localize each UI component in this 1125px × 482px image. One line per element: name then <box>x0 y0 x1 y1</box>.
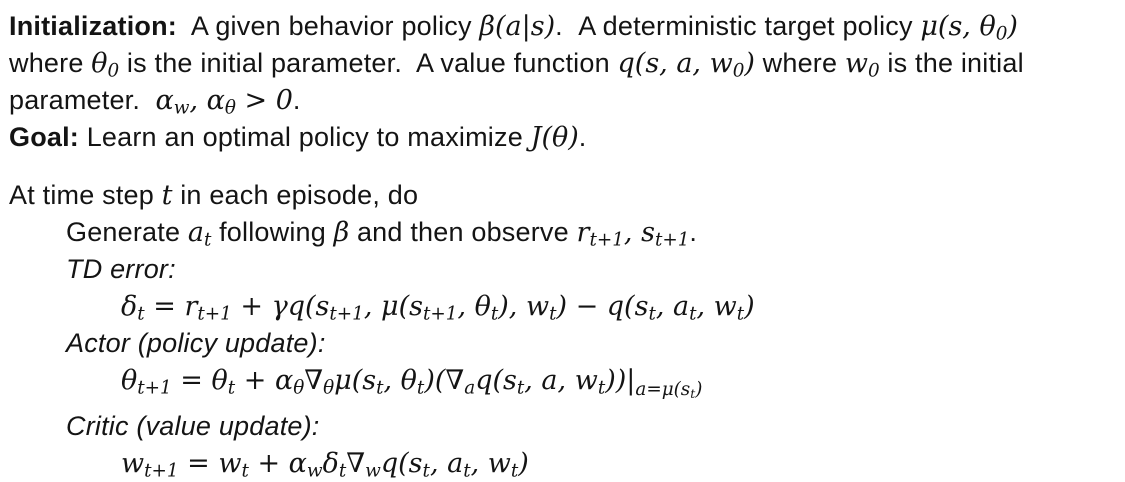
init-line-2-math-segment: q(s, a, $w_0$) <box>617 48 755 82</box>
generate-step-line-math-segment: $a_t$ <box>187 217 212 251</box>
init-line-1-bold-segment: Initialization: <box>9 11 177 41</box>
td-error-label-line-italic-segment: TD error: <box>66 254 176 284</box>
actor-label-line-italic-segment: Actor (policy update): <box>66 328 326 358</box>
goal-line-text-segment: Learn an optimal policy to maximize <box>79 122 531 152</box>
init-line-1-text-segment: . A deterministic target policy <box>555 11 921 41</box>
init-line-2 <box>9 45 1125 82</box>
loop-header-line-text-segment: in each episode, do <box>172 180 419 210</box>
actor-label-line <box>9 325 1125 362</box>
loop-header-line <box>9 177 1125 214</box>
init-line-2-text-segment: is the initial parameter. A value function <box>119 48 618 78</box>
generate-step-line <box>9 214 1125 251</box>
actor-equation-line-mathsub-segment: a=μ(st) <box>635 378 703 401</box>
goal-line-math-segment: J(θ) <box>530 122 579 153</box>
init-line-2-text-segment: where <box>9 48 92 78</box>
critic-label-line <box>9 408 1125 445</box>
critic-label-line-italic-segment: Critic (value update): <box>66 410 320 441</box>
generate-step-line-text-segment: and then observe <box>349 217 577 247</box>
init-line-3 <box>9 82 1125 119</box>
generate-step-line-math-segment: β <box>333 217 350 248</box>
loop-header-line-math-segment: t <box>161 180 173 211</box>
init-line-3-text-segment: . <box>292 85 301 115</box>
init-line-2-text-segment: is the initial <box>879 48 1024 78</box>
generate-step-line-math-segment: $r_{t+1}$, $s_{t+1}$ <box>576 217 690 251</box>
init-line-2-math-segment: $\theta_0$ <box>91 48 120 82</box>
init-line-3-text-segment: parameter. <box>9 85 156 115</box>
goal-line-bold-segment: Goal: <box>9 122 80 152</box>
init-line-2-math-segment: $w_0$ <box>844 48 880 82</box>
init-line-2-text-segment: where <box>754 48 845 78</box>
actor-equation-line <box>9 362 1125 408</box>
critic-equation-line <box>9 445 1125 482</box>
init-line-1-math-segment: β(a|s) <box>479 11 556 42</box>
generate-step-line-text-segment: following <box>211 217 334 247</box>
generate-step-line-text-segment: . <box>689 217 698 247</box>
loop-header-line-text-segment: At time step <box>9 180 162 210</box>
goal-line-text-segment: . <box>578 122 587 152</box>
goal-line <box>9 119 1125 156</box>
init-line-1-math-segment: μ(s, $\theta_0$) <box>920 11 1018 45</box>
init-line-1-text-segment: A given behavior policy <box>177 11 480 41</box>
critic-equation-line-math-segment: $w_{t+1} = w_t + \alpha_w\delta_t\nabla_wq(s_t$, $a_t$, $w_t$) <box>121 447 529 482</box>
td-error-label-line <box>9 251 1125 288</box>
td-error-equation-line <box>9 288 1125 325</box>
generate-step-line-text-segment: Generate <box>66 217 188 247</box>
td-error-equation-line-math-segment: $\delta_t = r_{t+1} + \gamma q(s_{t+1}$, $\mu(s_{t+1}$, $\theta_t$), $w_t) - q(s_t$, $a_t$, $w_t$) <box>121 291 755 325</box>
actor-equation-line-math-segment: $\theta_{t+1} = \theta_t + \alpha_\theta\nabla_\theta\mu(s_t$, $\theta_t)(\nabla_aq(s_t$, a, $w_t))|$ <box>121 365 636 399</box>
init-line-1 <box>9 8 1125 45</box>
init-line-3-math-segment: $\alpha_w$, $\alpha_\theta > 0$ <box>155 85 293 119</box>
